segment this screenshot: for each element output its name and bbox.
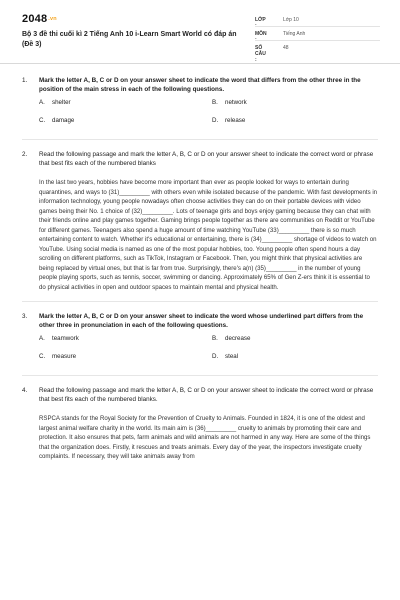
option-text: decrease	[225, 335, 251, 342]
question-divider	[22, 139, 378, 140]
questions-list	[22, 76, 378, 462]
question-2	[22, 150, 378, 168]
question-number: 3.	[22, 313, 28, 320]
option-text: steal	[225, 353, 239, 360]
option-a[interactable]	[39, 99, 71, 106]
options-row	[22, 353, 378, 366]
question-number: 4.	[22, 387, 28, 394]
option-c[interactable]	[39, 353, 76, 360]
option-b[interactable]	[212, 335, 250, 342]
meta-count-key: SỐ CÂU :	[255, 45, 266, 63]
option-b[interactable]	[212, 99, 247, 106]
document-header	[0, 0, 400, 64]
option-text: teamwork	[52, 335, 79, 342]
meta-subject-key: MÔN	[255, 31, 267, 37]
document-title: Bộ 3 đề thi cuối kì 2 Tiếng Anh 10 i-Learn Smart World có đáp án (Đề 3)	[22, 31, 237, 48]
passage-text: RSPCA stands for the Royal Society for the Prevention of Cruelty to Animals. Founded in 1824, it is one of the oldest and largest animal welfare charity in the world. Its main aim is (36)_________ cruelty to animals by promoting their care and protection. It also ensures that pets, farm animals and wild animals are not harmed in any way. Here are some of the things that the organization does. Firstly, it rescues and treats animals. Every day of the year, the inspectors investigate cruelty complaints. If necessary, they will take animals away from	[39, 415, 371, 460]
option-d[interactable]	[212, 353, 238, 360]
question-3	[22, 312, 378, 330]
logo-suffix: .vn	[48, 16, 57, 23]
question-divider	[22, 301, 378, 302]
meta-divider	[255, 26, 380, 27]
question-divider	[22, 375, 378, 376]
meta-count-value: 48	[283, 45, 289, 51]
option-label: D.	[212, 117, 219, 124]
option-c[interactable]	[39, 117, 74, 124]
question-1	[22, 76, 378, 94]
meta-subject-value: Tiếng Anh	[283, 31, 306, 37]
option-label: B.	[212, 99, 218, 106]
option-text: measure	[52, 353, 77, 360]
meta-class-key: LỚP	[255, 17, 266, 23]
meta-class-value: Lớp 10	[283, 17, 299, 23]
option-label: A.	[39, 335, 45, 342]
option-text: shelter	[52, 99, 71, 106]
question-stem: Read the following passage and mark the letter A, B, C or D on your answer sheet to indicate the correct word or phrase that best fits each of the numbered blanks.	[39, 387, 374, 403]
reading-passage	[22, 178, 378, 292]
question-number: 1.	[22, 77, 28, 84]
option-label: A.	[39, 99, 45, 106]
options-row	[22, 335, 378, 348]
option-d[interactable]	[212, 117, 245, 124]
site-logo[interactable]	[22, 13, 57, 25]
logo-text: 2048	[22, 13, 48, 25]
options-row	[22, 99, 378, 112]
option-text: release	[225, 117, 246, 124]
option-label: B.	[212, 335, 218, 342]
passage-text: In the last two years, hobbies have become more important than ever as people looked for ways to entertain during quarantines, and ways to (31)_________ with others even while isolated because of the pandemic. With fast developments in information technology, young people nowadays often choose activities they can do on their portable devices with video games being their No. 1 choice of (32)_________. Lots of teenage girls and boys enjoy gaming because they can chat with their friends online and play games together. Gaming brings people together as there are communities on Reddit or YouTube for different games. Teenagers also spend a huge amount of time watching YouTube (33)_________ there is so much entertaining content to watch. Whether it's educational or entertaining, there is (34)_________ shortage of videos to watch on YouTube. Using social media is named as one of the most popular hobbies, too. Young people often spend hours a day scrolling on different platforms, such as TikTok, Instagram or Facebook. Then, you might think that physical activities are being replaced by virtual ones, but that is far from true. Surprisingly, there's a(n) (35)_________ in the number of young people playing sports, such as tennis, soccer, swimming or dancing. Approximately 65% of Gen Z-ers think it is essential to do physical activities in open and outdoor spaces to maintain mental and physical health.	[39, 179, 378, 291]
question-stem: Mark the letter A, B, C or D on your answer sheet to indicate the word that differs from the other three in the position of the main stress in each of the following questions.	[39, 77, 361, 93]
question-stem: Mark the letter A, B, C or D on your answer sheet to indicate the word whose underlined part differs from the other three in pronunciation in each of the following questions.	[39, 313, 364, 329]
question-stem: Read the following passage and mark the letter A, B, C or D on your answer sheet to indicate the correct word or phrase that best fits each of the numbered blanks	[39, 151, 374, 167]
option-label: C.	[39, 353, 46, 360]
reading-passage	[22, 414, 378, 462]
option-label: C.	[39, 117, 46, 124]
options-row	[22, 117, 378, 130]
meta-divider	[255, 40, 380, 41]
option-a[interactable]	[39, 335, 79, 342]
option-text: damage	[52, 117, 75, 124]
option-label: D.	[212, 353, 219, 360]
question-number: 2.	[22, 151, 28, 158]
option-text: network	[225, 99, 247, 106]
question-4	[22, 386, 378, 404]
